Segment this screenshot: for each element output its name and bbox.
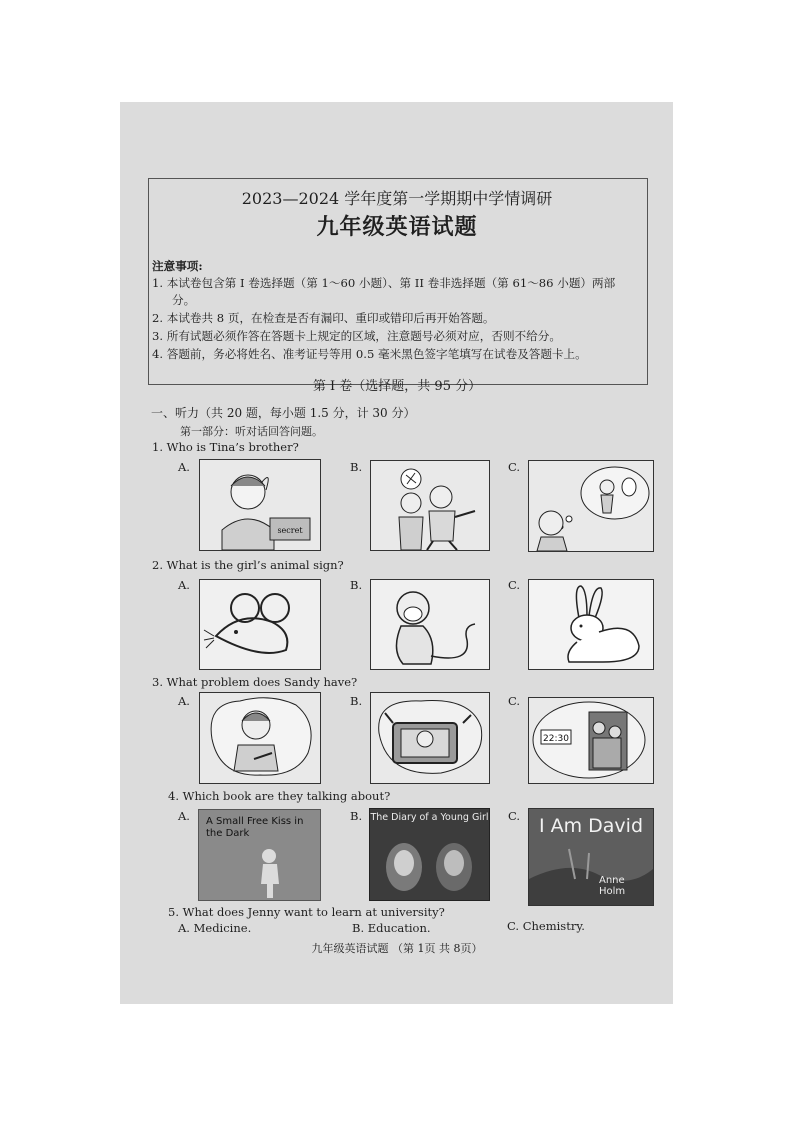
part-title: 第 I 卷（选择题，共 95 分） (312, 379, 482, 394)
q1-picture-b-boys-football[interactable] (370, 460, 490, 551)
q3-clock-label: 22:30 (543, 734, 569, 744)
q4-label-a: A. (178, 809, 190, 823)
exam-title-line2: 九年级英语试题 (316, 214, 478, 240)
q3-label-b: B. (350, 694, 363, 708)
q4-picture-b-book-cover[interactable] (369, 808, 490, 901)
question-2: 2. What is the girl’s animal sign? (152, 558, 344, 572)
notice-line-1-cont: 分。 (172, 293, 196, 307)
q2-picture-c-rabbit[interactable] (528, 579, 654, 670)
q1-label-c: C. (508, 460, 521, 474)
section-title: 一、听力（共 20 题，每小题 1.5 分，计 30 分） (151, 406, 416, 420)
exam-title-line1: 2023—2024 学年度第一学期期中学情调研 (241, 189, 553, 208)
q4-book-a-title: A Small Free Kiss in the Dark (206, 816, 304, 839)
q4-label-b: B. (350, 809, 363, 823)
q3-picture-a-girl-worried[interactable] (199, 692, 321, 784)
notice-heading: 注意事项: (152, 259, 203, 273)
question-4: 4. Which book are they talking about? (168, 789, 391, 803)
q3-label-a: A. (178, 694, 190, 708)
q4-book-c-author: Anne Holm (599, 875, 626, 897)
q4-picture-c-book-cover[interactable] (528, 808, 654, 906)
question-5: 5. What does Jenny want to learn at university? (168, 905, 445, 919)
q3-picture-b-angry-tv[interactable] (370, 692, 490, 784)
q3-picture-c-late-night-clock[interactable] (528, 697, 654, 784)
notice-line-2: 2. 本试卷共 8 页，在检查是否有漏印、重印或错印后再开始答题。 (152, 311, 495, 325)
q2-label-c: C. (508, 578, 521, 592)
q1-label-b: B. (350, 460, 363, 474)
q2-label-a: A. (178, 578, 190, 592)
q4-book-b-title: The Diary of a Young Girl (370, 812, 489, 823)
q5-option-c[interactable]: C. Chemistry. (507, 919, 585, 933)
notice-line-1: 1. 本试卷包含第 I 卷选择题（第 1～60 小题）、第 II 卷非选择题（第 61～86 小题）两部 (152, 276, 616, 290)
q4-label-c: C. (508, 809, 521, 823)
q2-picture-b-monkey[interactable] (370, 579, 490, 670)
q2-label-b: B. (350, 578, 363, 592)
question-1: 1. Who is Tina’s brother? (152, 440, 299, 454)
question-3: 3. What problem does Sandy have? (152, 675, 358, 689)
q4-book-c-title: I Am David (538, 815, 644, 837)
subsection-title: 第一部分：听对话回答问题。 (180, 425, 323, 438)
q4-picture-a-book-cover[interactable] (198, 809, 321, 901)
q1-picture-a-boy-with-box[interactable] (199, 459, 321, 551)
q5-option-b[interactable]: B. Education. (352, 921, 431, 935)
q3-label-c: C. (508, 694, 521, 708)
notice-line-3: 3. 所有试题必须作答在答题卡上规定的区域，注意题号必须对应，否则不给分。 (152, 329, 561, 343)
q2-picture-a-mouse[interactable] (199, 579, 321, 670)
q1-label-a: A. (178, 460, 190, 474)
notice-line-4: 4. 答题前，务必将姓名、准考证号等用 0.5 毫米黑色签字笔填写在试卷及答题卡上。 (152, 347, 587, 361)
q5-option-a[interactable]: A. Medicine. (178, 921, 252, 935)
q1-picture-c-boy-dreaming[interactable] (528, 460, 654, 552)
page-footer: 九年级英语试题 （第 1页 共 8页） (311, 942, 483, 955)
q1-box-label: secret (277, 526, 303, 535)
